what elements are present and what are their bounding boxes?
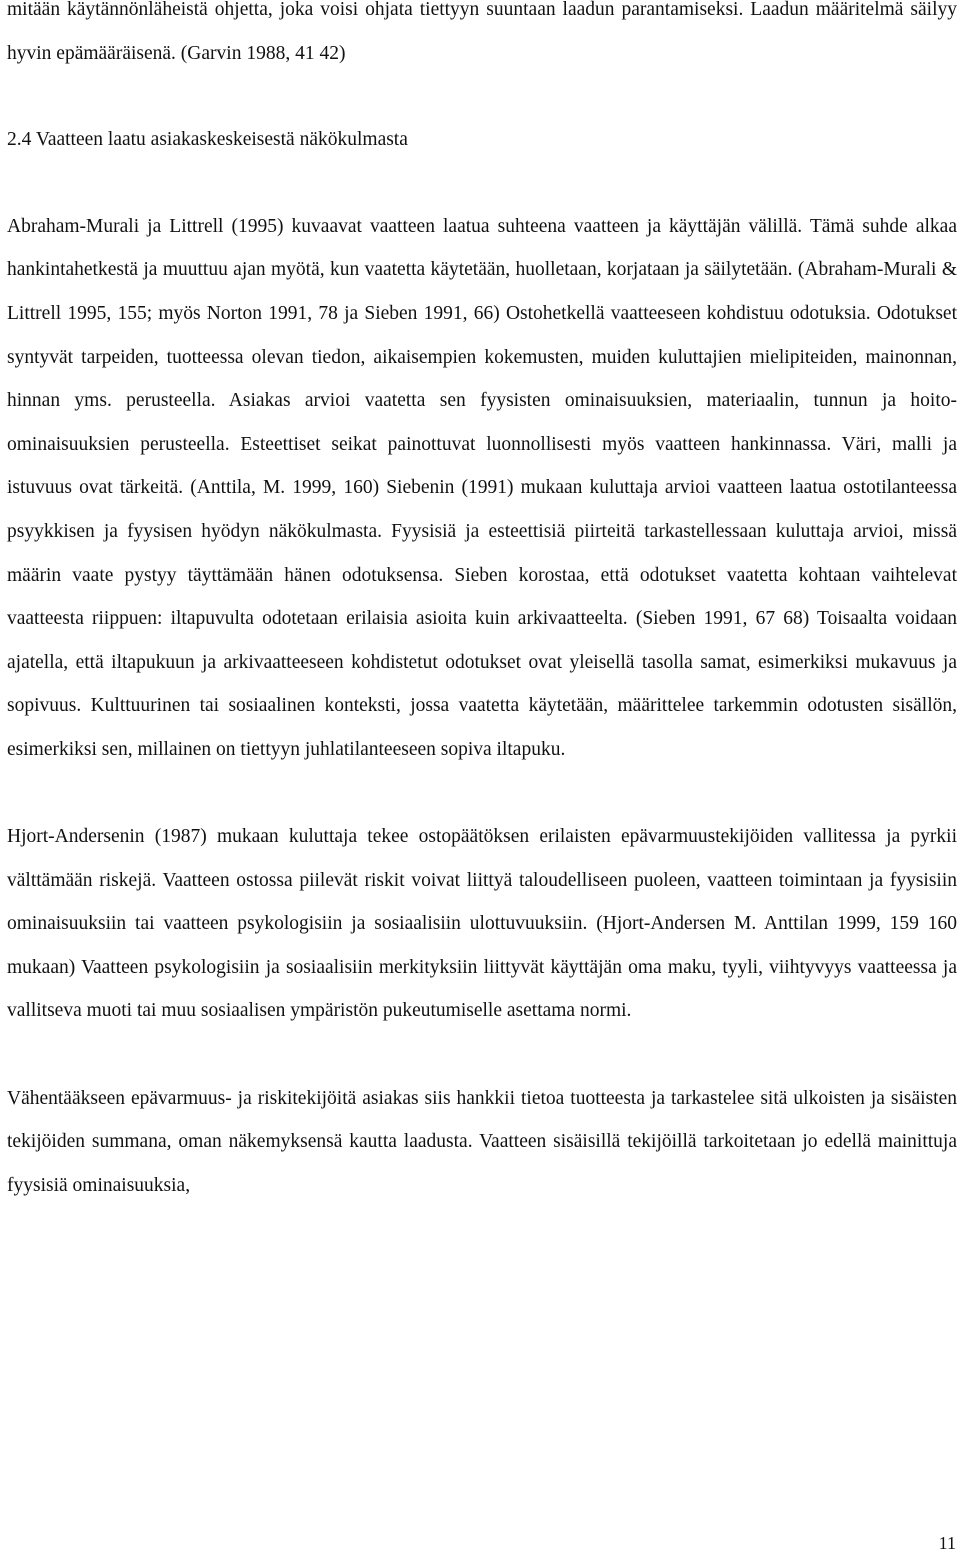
body-paragraph-intro: mitään käytännönläheistä ohjetta, joka voisi ohjata tiettyyn suuntaan laadun parantamiseksi. Laadun määritelmä säilyy hyvin epämääräisenä. (Garvin 1988, 41 42) <box>7 0 957 64</box>
document-page <box>7 0 957 1207</box>
body-paragraph-3: Vähentääkseen epävarmuus- ja riskitekijöitä asiakas siis hankkii tietoa tuotteesta ja tarkastelee sitä ulkoisten ja sisäisten tekijöiden summana, oman näkemyksensä kautta laadusta. Vaatteen sisäisillä tekijöillä tarkoitetaan jo edellä mainittuja fyysisiä ominaisuuksia, <box>7 1087 957 1196</box>
body-paragraph-2: Hjort-Andersenin (1987) mukaan kuluttaja tekee ostopäätöksen erilaisten epävarmuustekijöiden vallitessa ja pyrkii välttämään riskejä. Vaatteen ostossa piilevät riskit voivat liittyä taloudelliseen puoleen, vaatteen toimintaan ja fyysisiin ominaisuuksiin tai vaatteen psykologisiin ja sosiaalisiin ulottuvuuksiin. (Hjort-Andersen M. Anttilan 1999, 159 160 mukaan) Vaatteen psykologisiin ja sosiaalisiin merkityksiin liittyvät käyttäjän oma maku, tyyli, viihtyvyys vaatteessa ja vallitseva muoti tai muu sosiaalisen ympäristön pukeutumiselle asettama normi. <box>7 826 957 1022</box>
section-heading: 2.4 Vaatteen laatu asiakaskeskeisestä näkökulmasta <box>7 129 408 151</box>
page-number: 11 <box>938 1533 956 1553</box>
body-paragraph-1: Abraham-Murali ja Littrell (1995) kuvaavat vaatteen laatua suhteena vaatteen ja käyttäjän välillä. Tämä suhde alkaa hankintahetkestä ja muuttuu ajan myötä, kun vaatetta käytetään, huolletaan, korjataan ja säilytetään. (Abraham-Murali & Littrell 1995, 155; myös Norton 1991, 78 ja Sieben 1991, 66) Ostohetkellä vaatteeseen kohdistuu odotuksia. Odotukset syntyvät tarpeiden, tuotteessa olevan tiedon, aikaisempien kokemusten, muiden kuluttajien mielipiteiden, mainonnan, hinnan yms. perusteella. Asiakas arvioi vaatetta sen fyysisten ominaisuuksien, materiaalin, tunnun ja hoito-ominaisuuksien perusteella. Esteettiset seikat painottuvat luonnollisesti myös vaatteen hankinnassa. Väri, malli ja istuvuus ovat tärkeitä. (Anttila, M. 1999, 160) Siebenin (1991) mukaan kuluttaja arvioi vaatteen laatua ostotilanteessa psyykkisen ja fyysisen hyödyn näkökulmasta. Fyysisiä ja esteettisiä piirteitä tarkastellessaan kuluttaja arvioi, missä määrin vaate pystyy täyttämään hänen odotuksensa. Sieben korostaa, että odotukset vaatetta kohtaan vaihtelevat vaatteesta riippuen: iltapuvulta odotetaan erilaisia asioita kuin arkivaatteelta. (Sieben 1991, 67 68) Toisaalta voidaan ajatella, että iltapukuun ja arkivaatteeseen kohdistetut odotukset ovat yleisellä tasolla samat, esimerkiksi mukavuus ja sopivuus. Kulttuurinen tai sosiaalinen konteksti, jossa vaatetta käytetään, määrittelee tarkemmin odotusten sisällön, esimerkiksi sen, millainen on tiettyyn juhlatilanteeseen sopiva iltapuku. <box>7 215 957 760</box>
